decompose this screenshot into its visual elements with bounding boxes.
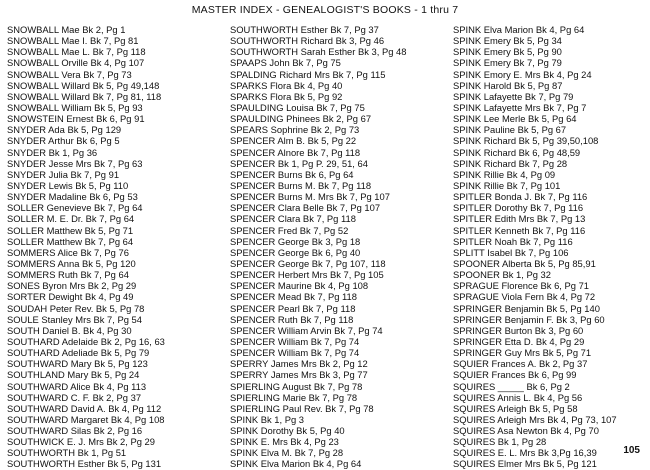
index-entry: SOUTHWARD Silas Bk 2, Pg 16	[7, 425, 143, 437]
index-entry: SPENCER George Bk 7, Pg 107, 118	[230, 257, 386, 269]
index-entry: SPINK Lafayette Bk 7, Pg 79	[453, 90, 574, 102]
index-entry: SNOWBALL Vera Bk 7, Pg 73	[7, 68, 132, 80]
index-entry: SPINK Elva Marion Bk 4, Pg 64	[230, 458, 362, 470]
index-entry: SPINK Emery Bk 5, Pg 34	[453, 35, 562, 47]
index-entry: SQUIRES Arleigh Bk 5, Pg 58	[453, 402, 578, 414]
index-entry: SPALDING Richard Mrs Bk 7, Pg 115	[230, 68, 386, 80]
index-entry: SNOWBALL Willard Bk 5, Pg 49,148	[7, 79, 160, 91]
index-entry: SPINK Emery Bk 7, Pg 79	[453, 57, 562, 69]
index-entry: SPAAPS John Bk 7, Pg 75	[230, 57, 341, 69]
index-entry: SPITLER Dorothy Bk 7, Pg 116	[453, 202, 584, 214]
index-entry: SPITLER Bonda J. Bk 7, Pg 116	[453, 191, 588, 203]
index-entry: SOUTHARD Adeliade Bk 5, Pg 79	[7, 347, 150, 359]
index-column-3	[453, 24, 650, 470]
index-entry: SNYDER Lewis Bk 5, Pg 110	[7, 179, 129, 191]
index-entry: SPITLER Noah Bk 7, Pg 116	[453, 235, 573, 247]
index-entry: SPAULDING Phinees Bk 2, Pg 67	[230, 113, 372, 125]
index-entry: SPINK Dorothy Bk 5, Pg 40	[230, 425, 345, 437]
index-entry: SPEARS Sophrine Bk 2, Pg 73	[230, 124, 360, 136]
index-entry: SPIERLING Marie Bk 7, Pg 78	[230, 391, 358, 403]
index-entry: SNYDER Madaline Bk 6, Pg 53	[7, 191, 138, 203]
index-entry: SNOWBALL Mae Bk 2, Pg 1	[7, 24, 126, 35]
index-entry: SPINK Rillie Bk 4, Pg 09	[453, 168, 556, 180]
index-entry: SNOWBALL Orville Bk 4, Pg 107	[7, 57, 145, 69]
index-entry: SPINK Richard Bk 7, Pg 28	[453, 157, 568, 169]
index-entry: SOUTHWARD Mary Bk 5, Pg 123	[7, 358, 148, 370]
index-column-1	[7, 24, 232, 470]
index-entry: SPLITT Isabel Bk 7, Pg 106	[453, 246, 569, 258]
index-entry: SPAULDING Louisa Bk 7, Pg 75	[230, 101, 365, 113]
index-entry: SOUDAH Peter Rev. Bk 5, Pg 78	[7, 302, 145, 314]
index-entry: SOUTHWORTH Esther Bk 7, Pg 37	[230, 24, 379, 35]
index-entry: SPRAGUE Florence Bk 6, Pg 71	[453, 280, 589, 292]
index-entry: SPINK E. Mrs Bk 4, Pg 23	[230, 436, 339, 448]
index-entry: SPRINGER Burton Bk 3, Pg 60	[453, 324, 584, 336]
index-entry: SOMMERS Anna Bk 5, Pg 120	[7, 257, 136, 269]
index-entry: SOUTHWORTH Sarah Esther Bk 3, Pg 48	[230, 46, 407, 58]
index-entry: SOUTH Daniel B. Bk 4, Pg 30	[7, 324, 132, 336]
index-column-2	[230, 24, 455, 470]
index-entry: SOUTHWORTH Richard Bk 3, Pg 46	[230, 35, 385, 47]
index-entry: SQUIER Frances A. Bk 2, Pg 37	[453, 358, 588, 370]
index-entry: SPINK Emory E. Mrs Bk 4, Pg 24	[453, 68, 592, 80]
index-entry: SPINK Bk 1, Pg 3	[230, 413, 304, 425]
index-entry: SPINK Lafayette Mrs Bk 7, Pg 7	[453, 101, 587, 113]
index-entry: SPENCER Clara Bk 7, Pg 118	[230, 213, 356, 225]
index-entry: SOLLER Genevieve Bk 7, Pg 64	[7, 202, 143, 214]
index-entry: SPRAGUE Viola Fern Bk 4, Pg 72	[453, 291, 596, 303]
index-entry: SPOONER Bk 1, Pg 32	[453, 269, 551, 281]
index-entry: SPERRY James Mrs Bk 3, Pg 77	[230, 369, 368, 381]
index-entry: SPENCER George Bk 6, Pg 40	[230, 246, 361, 258]
index-entry: SNYDER Arthur Bk 6, Pg 5	[7, 135, 120, 147]
index-entry: SORTER Dewight Bk 4, Pg 49	[7, 291, 134, 303]
index-entry: SPITLER Edith Mrs Bk 7, Pg 13	[453, 213, 586, 225]
index-entry: SPERRY James Mrs Bk 2, Pg 12	[230, 358, 368, 370]
index-entry: SNOWBALL Mae L. Bk 7, Pg 118	[7, 46, 146, 58]
index-entry: SQUIRES Arleigh Mrs Bk 4, Pg 73, 107	[453, 413, 617, 425]
page-number: 105	[623, 445, 640, 456]
index-entry: SPENCER Bk 1, Pg P. 29, 51, 64	[230, 157, 368, 169]
index-entry: SPENCER Burns M. Bk 7, Pg 118	[230, 179, 372, 191]
index-entry: SPENCER Ruth Bk 7, Pg 118	[230, 313, 354, 325]
index-entry: SPENCER George Bk 3, Pg 18	[230, 235, 361, 247]
index-entry: SNYDER Ada Bk 5, Pg 129	[7, 124, 122, 136]
index-entry: SPENCER Burns M. Mrs Bk 7, Pg 107	[230, 191, 390, 203]
index-entry: SPINK Pauline Bk 5, Pg 67	[453, 124, 567, 136]
index-entry: SPINK Richard Bk 6, Pg 48,59	[453, 146, 581, 158]
index-entry: SPENCER Fred Bk 7, Pg 52	[230, 224, 349, 236]
index-entry: SOUTHARD Adelaide Bk 2, Pg 16, 63	[7, 335, 165, 347]
index-entry: SPENCER Burns Bk 6, Pg 64	[230, 168, 354, 180]
index-entry: SPARKS Flora Bk 5, Pg 92	[230, 90, 343, 102]
index-entry: SPENCER William Arvin Bk 7, Pg 74	[230, 324, 383, 336]
index-entry: SPRINGER Guy Mrs Bk 5, Pg 71	[453, 347, 592, 359]
index-entry: SQUIER Frances Bk 6, Pg 99	[453, 369, 577, 381]
index-entry: SOUTHWARD David A. Bk 4, Pg 112	[7, 402, 162, 414]
index-entry: SPIERLING August Bk 7, Pg 78	[230, 380, 363, 392]
index-entry: SPINK Harold Bk 5, Pg 87	[453, 79, 563, 91]
index-entry: SOUTHWARD Margaret Bk 4, Pg 108	[7, 413, 165, 425]
index-entry: SPRINGER Benjamin F. Bk 3, Pg 60	[453, 313, 605, 325]
index-entry: SOUTHLAND Mary Bk 5, Pg 24	[7, 369, 140, 381]
index-entry: SOMMERS Ruth Bk 7, Pg 64	[7, 269, 129, 281]
index-entry: SPENCER Alnore Bk 7, Pg 118	[230, 146, 361, 158]
index-entry: SPINK Rillie Bk 7, Pg 101	[453, 179, 561, 191]
index-entry: SQUIRES E. L. Mrs Bk 3,Pg 16,39	[453, 447, 597, 459]
index-entry: SOUTHWARD C. F. Bk 2, Pg 37	[7, 391, 142, 403]
index-entry: SQUIRES Bk 1, Pg 28	[453, 436, 547, 448]
index-entry: SOUTHWARD Alice Bk 4, Pg 113	[7, 380, 147, 392]
index-entry: SONES Byron Mrs Bk 2, Pg 29	[7, 280, 137, 292]
index-entry: SNOWBALL William Bk 5, Pg 93	[7, 101, 143, 113]
index-entry: SNOWSTEIN Ernest Bk 6, Pg 91	[7, 113, 145, 125]
index-entry: SOUTHWORTH Bk 1, Pg 51	[7, 447, 127, 459]
index-entry: SNOWBALL Mae I. Bk 7, Pg 81	[7, 35, 139, 47]
index-entry: SPRINGER Etta D. Bk 4, Pg 29	[453, 335, 585, 347]
index-entry: SQUIRES Elmer Mrs Bk 5, Pg 121	[453, 458, 597, 470]
index-entry: SPIERLING Paul Rev. Bk 7, Pg 78	[230, 402, 374, 414]
index-entry: SPENCER Clara Belle Bk 7, Pg 107	[230, 202, 381, 214]
index-entry: SOUTHWORTH Esther Bk 5, Pg 131	[7, 458, 162, 470]
index-entry: SPENCER Alm B. Bk 5, Pg 22	[230, 135, 357, 147]
index-entry: SPRINGER Benjamin Bk 5, Pg 140	[453, 302, 600, 314]
index-entry: SNYDER Julia Bk 7, Pg 91	[7, 168, 120, 180]
index-entry: SPENCER Mead Bk 7, Pg 118	[230, 291, 357, 303]
page-title: MASTER INDEX - GENEALOGIST'S BOOKS - 1 thru 7	[191, 4, 459, 16]
index-entry: SOLLER Matthew Bk 5, Pg 71	[7, 224, 134, 236]
index-entry: SPENCER Maurine Bk 4, Pg 108	[230, 280, 369, 292]
index-entry: SPINK Emery Bk 5, Pg 90	[453, 46, 562, 58]
index-entry: SNOWBALL Willard Bk 7, Pg 81, 118	[7, 90, 162, 102]
index-entry: SPITLER Kenneth Bk 7, Pg 116	[453, 224, 586, 236]
index-entry: SNYDER Jesse Mrs Bk 7, Pg 63	[7, 157, 143, 169]
index-entry: SOLLER M. E. Dr. Bk 7, Pg 64	[7, 213, 135, 225]
index-entry: SPENCER Pearl Bk 7, Pg 118	[230, 302, 356, 314]
index-entry: SPINK Elva Marion Bk 4, Pg 64	[453, 24, 585, 35]
index-entry: SQUIRES Asa Newton Bk 4, Pg 70	[453, 425, 599, 437]
index-entry: SPOONER Alberta Bk 5, Pg 85,91	[453, 257, 596, 269]
index-entry: SPENCER William Bk 7, Pg 74	[230, 347, 360, 359]
index-entry: SPENCER Herbert Mrs Bk 7, Pg 105	[230, 269, 384, 281]
index-entry: SQUIRES Annis L. Bk 4, Pg 56	[453, 391, 583, 403]
index-entry: SOULE Stanley Mrs Bk 7, Pg 54	[7, 313, 142, 325]
index-entry: SQUIRES _____ Bk 6, Pg 2	[453, 380, 570, 392]
index-entry: SOLLER Matthew Bk 7, Pg 64	[7, 235, 134, 247]
index-entry: SPINK Lee Merle Bk 5, Pg 64	[453, 113, 577, 125]
index-entry: SNYDER Bk 1, Pg 36	[7, 146, 98, 158]
index-entry: SOUTHWICK E. J. Mrs Bk 2, Pg 29	[7, 436, 155, 448]
index-entry: SPINK Elva M. Bk 7, Pg 28	[230, 447, 344, 459]
index-entry: SOMMERS Alice Bk 7, Pg 76	[7, 246, 129, 258]
index-entry: SPENCER William Bk 7, Pg 74	[230, 335, 360, 347]
index-entry: SPARKS Flora Bk 4, Pg 40	[230, 79, 343, 91]
index-entry: SPINK Richard Bk 5, Pg 39,50,108	[453, 135, 599, 147]
